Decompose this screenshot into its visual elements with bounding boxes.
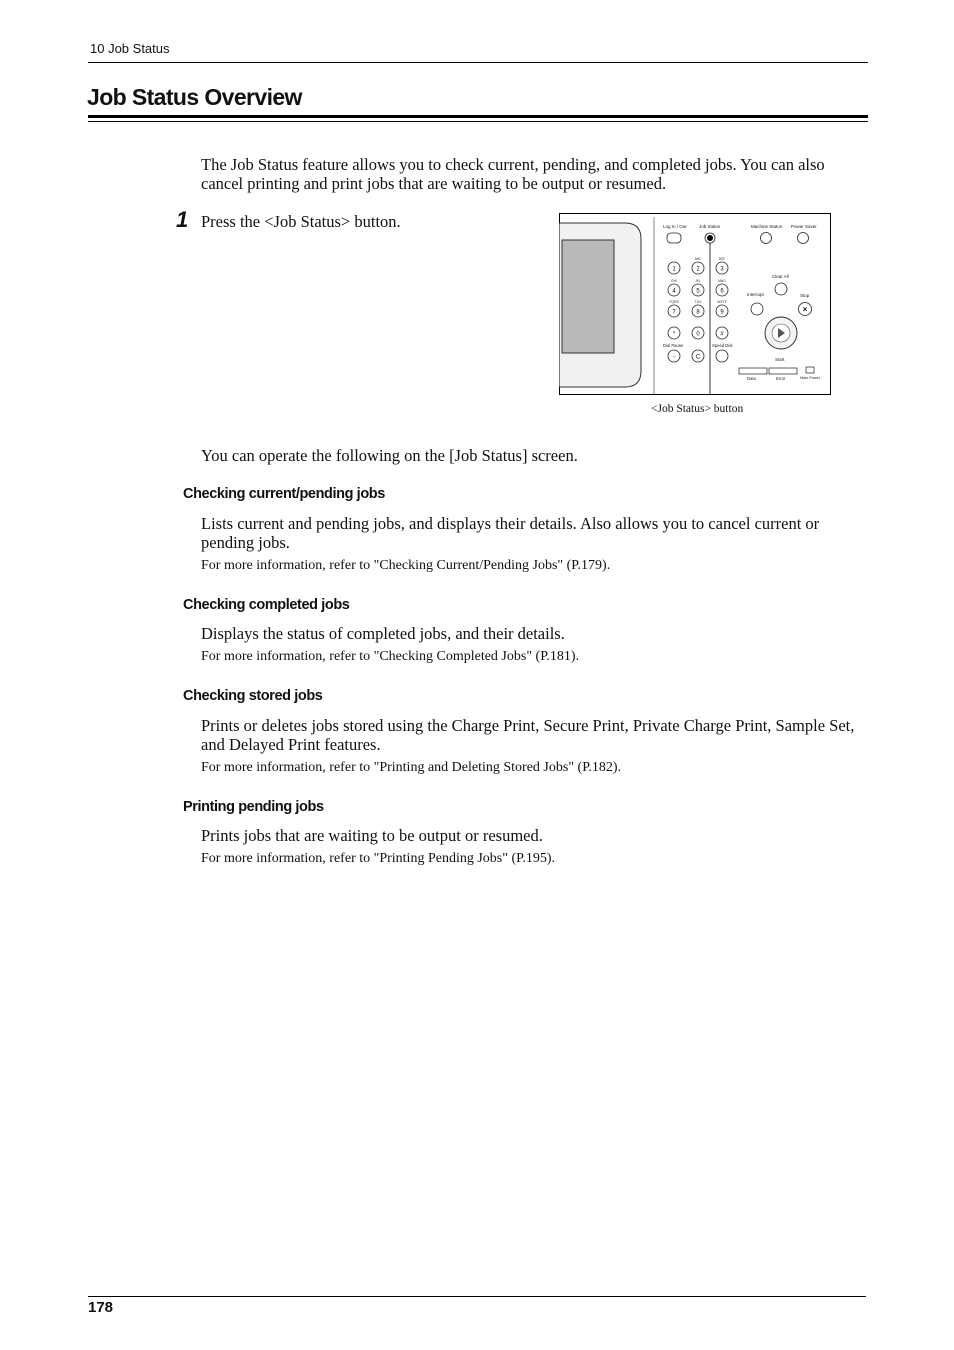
title-rule (88, 115, 868, 118)
step-text: Press the <Job Status> button. (201, 212, 401, 231)
svg-text:*: * (672, 331, 676, 338)
svg-text:1: 1 (672, 266, 676, 273)
clear-all-button (775, 283, 787, 295)
svg-text:DEF: DEF (718, 257, 726, 261)
data-label: Data (747, 376, 756, 381)
svg-text:×: × (802, 305, 808, 314)
error-indicator (769, 368, 797, 374)
header-rule (88, 62, 868, 63)
svg-text:4: 4 (672, 288, 676, 295)
svg-text:MNO: MNO (718, 279, 726, 283)
svg-text:0: 0 (696, 331, 700, 338)
clear-all-label: Clear All (772, 274, 789, 279)
control-panel-figure (559, 213, 831, 395)
svg-text:#: # (720, 331, 724, 338)
figure-caption: <Job Status> button (651, 403, 744, 415)
section-reference: For more information, refer to "Checking Current/Pending Jobs" (P.179). (201, 558, 611, 573)
svg-text:TUV: TUV (694, 300, 702, 304)
page-number: 178 (88, 1299, 114, 1316)
svg-text:9: 9 (720, 309, 724, 316)
section-body: Prints jobs that are waiting to be output or resumed. (201, 826, 543, 845)
footer-rule (88, 1296, 866, 1297)
speed-dial-button (716, 350, 728, 362)
interrupt-button (751, 303, 763, 315)
section-heading: Printing pending jobs (183, 799, 324, 815)
section-heading: Checking current/pending jobs (183, 486, 385, 502)
svg-text:5: 5 (696, 288, 700, 295)
svg-text:3: 3 (720, 266, 724, 273)
main-power-label: Main Power (800, 376, 821, 380)
touch-screen (562, 240, 614, 353)
machine-status-label: Machine Status (751, 224, 783, 229)
svg-text:WXYZ: WXYZ (717, 300, 727, 304)
title-rule-thin (88, 121, 868, 122)
section-reference: For more information, refer to "Printing and Deleting Stored Jobs" (P.182). (201, 760, 622, 775)
section-body: Displays the status of completed jobs, and their details. (201, 624, 565, 643)
section-reference: For more information, refer to "Checking Completed Jobs" (P.181). (201, 649, 580, 664)
svg-text:ABC: ABC (694, 257, 702, 261)
intro-paragraph: The Job Status feature allows you to check current, pending, and completed jobs. You can also cancel printing and print jobs that are waiting to be output or resumed. (201, 155, 825, 193)
page-title: Job Status Overview (87, 84, 302, 110)
svg-text:C: C (695, 354, 701, 361)
section-heading: Checking completed jobs (183, 597, 350, 613)
power-saver-button (798, 233, 809, 244)
svg-text:PQRS: PQRS (669, 300, 679, 304)
start-label: Start (775, 357, 785, 362)
section-reference: For more information, refer to "Printing Pending Jobs" (P.195). (201, 851, 556, 866)
data-indicator (739, 368, 767, 374)
section-heading: Checking stored jobs (183, 688, 323, 704)
svg-text:7: 7 (672, 309, 676, 316)
interrupt-label: Interrupt (747, 292, 764, 297)
machine-status-button (761, 233, 772, 244)
error-label: Error (776, 376, 786, 381)
dial-pause-label: Dial Pause (663, 343, 684, 348)
svg-text:6: 6 (720, 288, 724, 295)
operate-paragraph: You can operate the following on the [Job Status] screen. (201, 446, 578, 465)
stop-label: Stop (800, 293, 810, 298)
svg-text:2: 2 (696, 266, 700, 273)
job-status-label: Job Status (699, 224, 721, 229)
section-body: Prints or deletes jobs stored using the Charge Print, Secure Print, Private Charge Print, Sample Set, and Delayed Print features. (201, 716, 855, 754)
main-power-indicator (806, 367, 814, 373)
speed-dial-label: Speed Dial (712, 343, 733, 348)
svg-text:GHI: GHI (671, 279, 677, 283)
power-saver-label: Power Saver (791, 224, 817, 229)
svg-text:-: - (673, 354, 675, 361)
log-in-out-button (667, 233, 681, 243)
section-body: Lists current and pending jobs, and displays their details. Also allows you to cancel current or pending jobs. (201, 514, 820, 552)
svg-text:8: 8 (696, 309, 700, 316)
log-in-out-label: Log In / Out (663, 224, 687, 229)
svg-text:JKL: JKL (695, 279, 701, 283)
running-header: 10 Job Status (90, 41, 170, 56)
step-number: 1 (176, 207, 189, 232)
